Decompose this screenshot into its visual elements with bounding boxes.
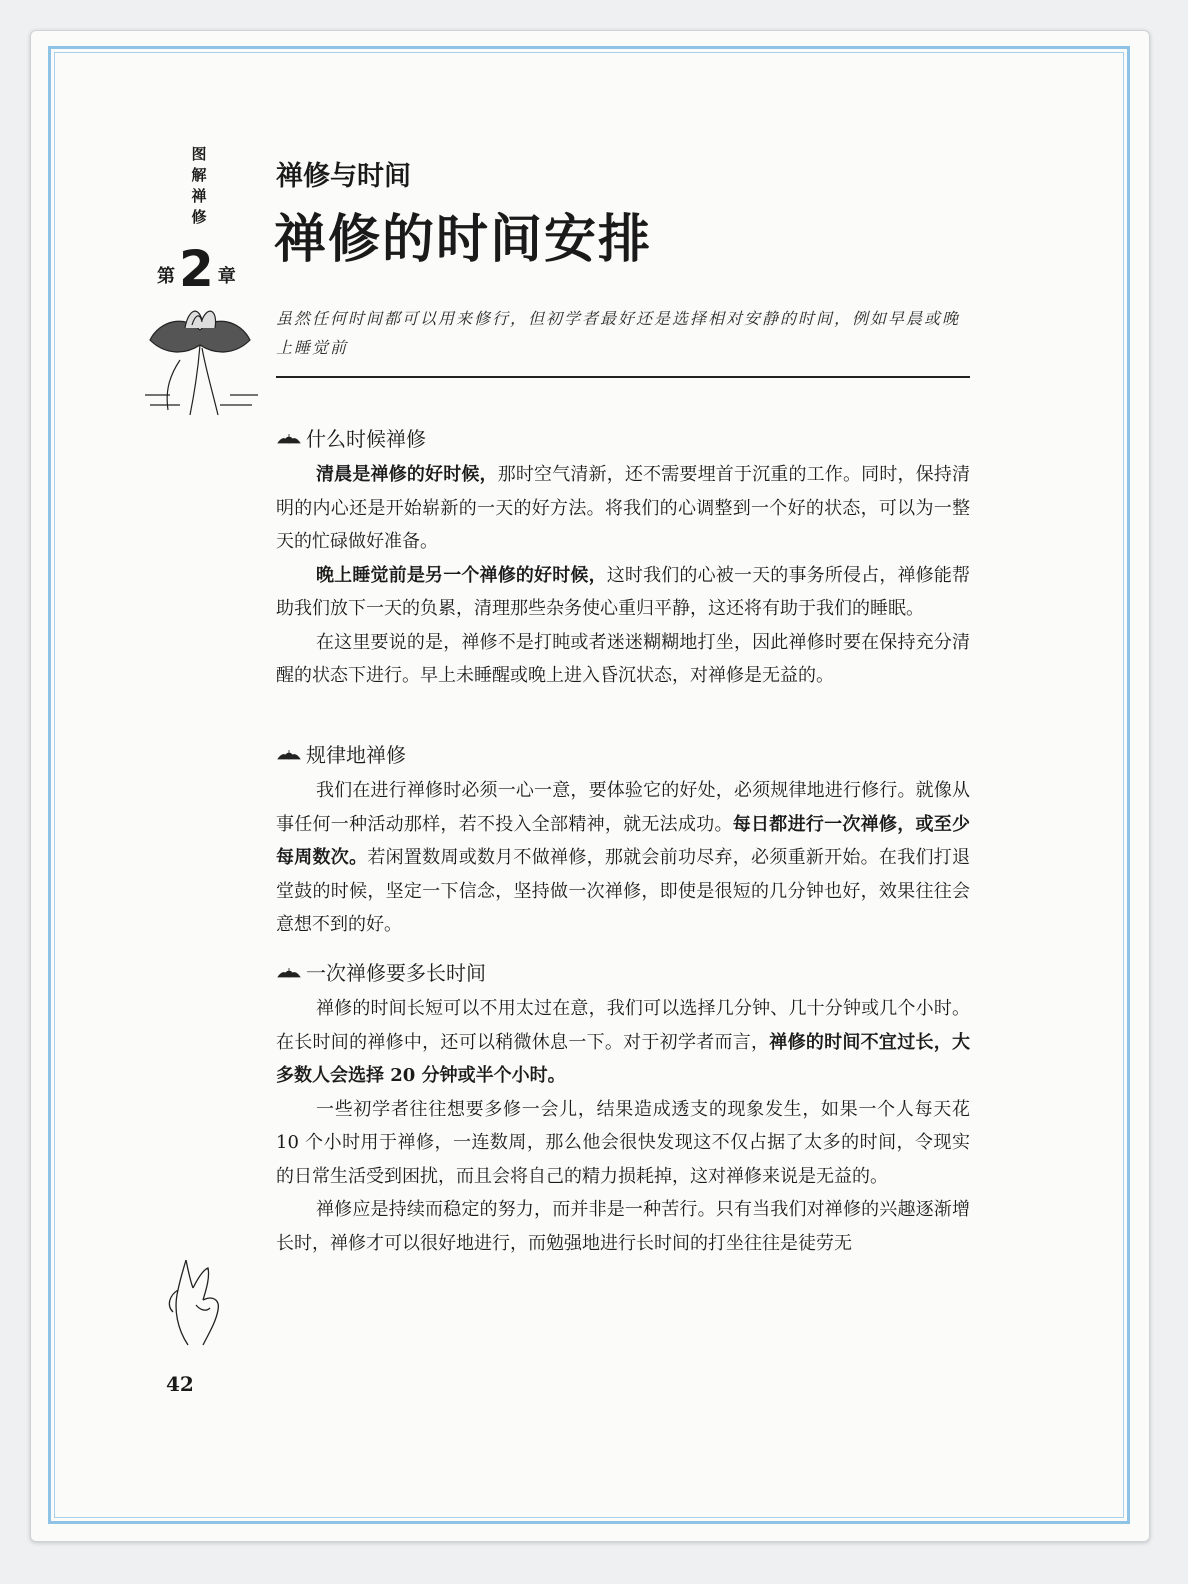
- lotus-illustration: [140, 300, 260, 420]
- paragraph: [276, 559, 970, 626]
- side-title-char: 修: [191, 208, 207, 226]
- chapter-marker: [157, 240, 236, 298]
- page-number: 42: [166, 1372, 194, 1396]
- paragraph-text: 若闲置数周或数月不做禅修，那就会前功尽弃，必须重新开始。在我们打退堂鼓的时候，坚定一下信念，坚持做一次禅修，即使是很短的几分钟也好，效果往往会意想不到的好。: [276, 847, 971, 935]
- paragraph: [276, 458, 970, 559]
- chapter-suffix: 章: [217, 266, 236, 287]
- book-side-title: [188, 144, 210, 228]
- section-subtitle: 禅修与时间: [276, 161, 411, 192]
- chapter-number: 2: [179, 240, 214, 298]
- paragraph: [276, 992, 970, 1093]
- page-title: 禅修的时间安排: [274, 210, 653, 270]
- paragraph-text: 那时空气清新，还不需要埋首于沉重的工作。同时，保持清明的内心还是开始崭新的一天的好方法。将我们的心调整到一个好的状态，可以为一整天的忙碌做好准备。: [276, 464, 971, 552]
- section-duration: [276, 958, 970, 1260]
- lotus-icon: [276, 965, 302, 981]
- paragraph-text: 在这里要说的是，禅修不是打盹或者迷迷糊糊地打坐，因此禅修时要在保持充分清醒的状态下进行。早上未睡醒或晚上进入昏沉状态，对禅修是无益的。: [276, 631, 970, 686]
- paragraph-text: 我们在进行禅修时必须一心一意，要体验它的好处，必须规律地进行修行。就像从事任何一种活动那样，若不投入全部精神，就无法成功。: [276, 780, 970, 835]
- section-heading: [276, 424, 970, 454]
- mudra-hand-illustration: [158, 1250, 238, 1350]
- section-heading: [276, 740, 970, 770]
- side-title-char: 解: [191, 166, 207, 184]
- intro-summary: 虽然任何时间都可以用来修行，但初学者最好还是选择相对安静的时间，例如早晨或晚上睡觉前: [276, 309, 961, 357]
- side-title-char: 禅: [191, 187, 207, 205]
- chapter-prefix: 第: [157, 266, 175, 287]
- bold-text: 清晨是禅修的好时候，: [316, 464, 498, 485]
- paragraph-text: 这时我们的心被一天的事务所侵占，禅修能帮助我们放下一天的负累，清理那些杂务使心重归平静，这还将有助于我们的睡眠。: [276, 564, 971, 619]
- section-when: [276, 424, 970, 693]
- bold-text: 禅修的时间不宜过长，大多数人会选择 20 分钟或半个小时。: [276, 1031, 970, 1086]
- section-heading: [276, 958, 970, 988]
- section-heading-text: 什么时候禅修: [306, 427, 426, 451]
- paragraph: [276, 1093, 970, 1194]
- lotus-icon: [276, 431, 302, 447]
- paragraph: [276, 626, 970, 693]
- lotus-icon: [276, 747, 302, 763]
- bold-text: 每日都进行一次禅修，或至少每周数次。: [276, 813, 971, 868]
- side-title-char: 图: [191, 145, 207, 163]
- bold-text: 晚上睡觉前是另一个禅修的好时候，: [316, 564, 607, 586]
- paragraph-text: 禅修应是持续而稳定的努力，而并非是一种苦行。只有当我们对禅修的兴趣逐渐增长时，禅修才可以很好地进行，而勉强地进行长时间的打坐往往是徒劳无: [276, 1199, 970, 1254]
- section-heading-text: 一次禅修要多长时间: [306, 961, 486, 985]
- section-heading-text: 规律地禅修: [306, 743, 406, 767]
- section-regular: [276, 740, 970, 942]
- paragraph: [276, 1193, 970, 1260]
- title-divider: [276, 376, 970, 378]
- paragraph-text: 禅修的时间长短可以不用太过在意，我们可以选择几分钟、几十分钟或几个小时。在长时间的禅修中，还可以稍微休息一下。对于初学者而言，: [276, 998, 970, 1053]
- paragraph-text: 一些初学者往往想要多修一会儿，结果造成透支的现象发生，如果一个人每天花 10 个小时用于禅修，一连数周，那么他会很快发现这不仅占据了太多的时间，令现实的日常生活受到困扰，而且会将自己的精力损耗掉，这对禅修来说是无益的。: [276, 1098, 970, 1187]
- paragraph: [276, 774, 970, 942]
